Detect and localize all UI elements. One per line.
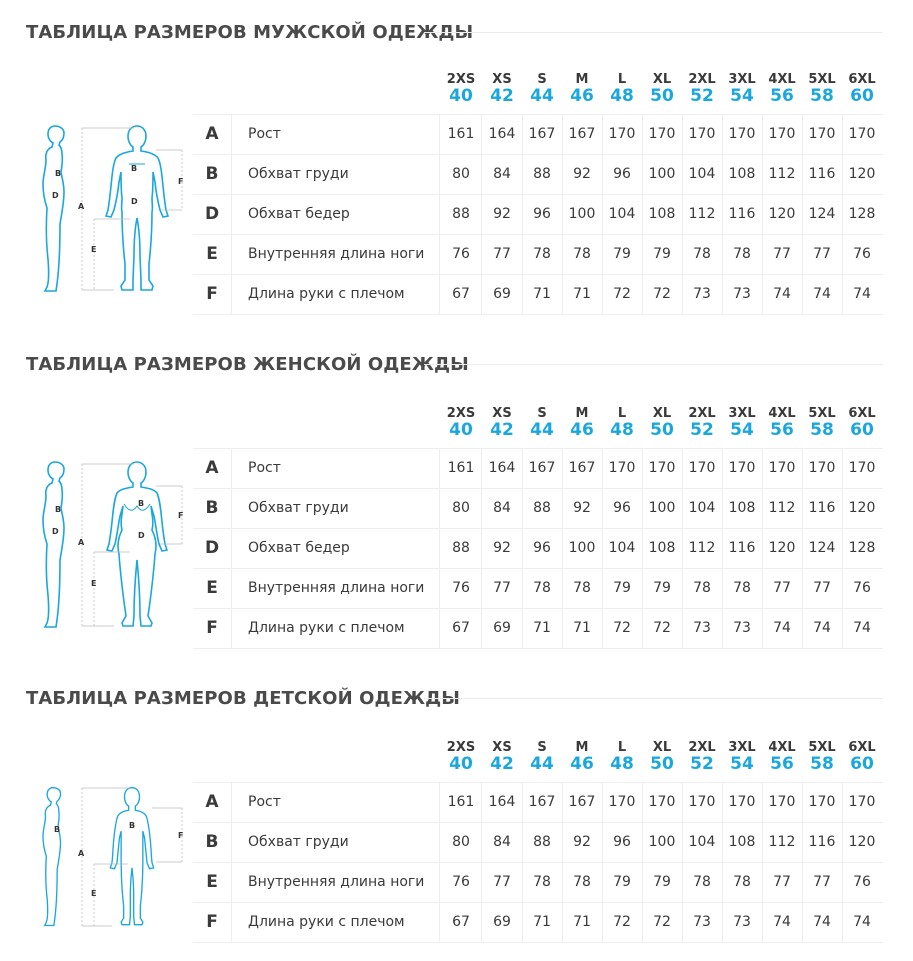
- section-title: ТАБЛИЦА РАЗМЕРОВ ЖЕНСКОЙ ОДЕЖДЫ: [26, 354, 469, 375]
- size-value-cell: 73: [722, 903, 763, 942]
- size-value-cell: 170: [802, 115, 843, 154]
- size-value-cell: 67: [441, 275, 482, 314]
- size-value-cell: 84: [482, 823, 523, 862]
- table-row: [193, 235, 883, 275]
- size-col-5xl: 5XL 58: [808, 72, 836, 106]
- size-value-cell: 78: [682, 569, 723, 608]
- size-value-cell: 88: [522, 489, 563, 528]
- size-value-cell: 78: [522, 863, 563, 902]
- size-col-xl: XL 50: [650, 406, 674, 440]
- size-value-cell: 108: [642, 529, 683, 568]
- size-value-cell: 78: [722, 235, 763, 274]
- size-col-2xs: 2XS 40: [446, 406, 476, 440]
- size-value-cell: 67: [441, 903, 482, 942]
- section-header: [26, 354, 883, 380]
- measurement-letter: F: [193, 609, 232, 648]
- label-b-side: B: [55, 505, 62, 514]
- size-value-cell: 78: [682, 863, 723, 902]
- size-value-cell: 73: [722, 609, 763, 648]
- label-a: A: [78, 849, 85, 858]
- table-row: [193, 155, 883, 195]
- table-row: [193, 863, 883, 903]
- label-f: F: [178, 177, 184, 186]
- size-value-cell: 170: [682, 115, 723, 154]
- size-value-cell: 167: [562, 783, 603, 822]
- size-value-cell: 170: [762, 783, 803, 822]
- table-row: [193, 529, 883, 569]
- size-value-cell: 164: [482, 115, 523, 154]
- side-body-figure: [43, 126, 64, 291]
- label-d-front: D: [131, 197, 138, 206]
- size-value-cell: 74: [853, 286, 871, 302]
- size-value-cell: 79: [642, 569, 683, 608]
- size-value-cell: 78: [562, 569, 603, 608]
- size-value-cell: 69: [482, 903, 523, 942]
- size-value-cell: 69: [482, 609, 523, 648]
- size-value-cell: 92: [562, 823, 603, 862]
- measurement-letter: A: [193, 115, 232, 154]
- size-header-row: [193, 406, 883, 448]
- size-col-4xl: 4XL 56: [768, 740, 796, 774]
- size-value-cell: 112: [762, 155, 803, 194]
- measurement-label: Длина руки с плечом: [232, 275, 440, 314]
- size-value-cell: 79: [602, 863, 643, 902]
- measurement-label: Обхват груди: [232, 823, 440, 862]
- table-row: [193, 823, 883, 863]
- label-a: A: [78, 202, 85, 211]
- label-d-side: D: [52, 527, 59, 536]
- size-value-cell: 170: [848, 460, 876, 476]
- size-value-cell: 73: [722, 275, 763, 314]
- size-value-cell: 78: [562, 863, 603, 902]
- front-body-figure: [110, 788, 153, 925]
- table-row: [193, 115, 883, 155]
- size-col-6xl: 6XL 60: [848, 740, 876, 774]
- table-row: [193, 569, 883, 609]
- size-col-4xl: 4XL 56: [768, 406, 796, 440]
- size-value-cell: 76: [853, 246, 871, 262]
- size-value-cell: 104: [682, 823, 723, 862]
- size-value-cell: 96: [602, 489, 643, 528]
- label-b-side: B: [54, 825, 61, 834]
- size-value-cell: 104: [682, 489, 723, 528]
- size-value-cell: 104: [602, 195, 643, 234]
- size-value-cell: 72: [602, 609, 643, 648]
- size-value-cell: 112: [762, 489, 803, 528]
- size-value-cell: 72: [602, 903, 643, 942]
- size-value-cell: 120: [848, 834, 876, 850]
- measurement-label: Внутренняя длина ноги: [232, 863, 440, 902]
- measurement-letter: D: [193, 195, 232, 234]
- size-value-cell: 170: [722, 783, 763, 822]
- size-value-cell: 104: [682, 155, 723, 194]
- size-value-cell: 80: [441, 489, 482, 528]
- size-value-cell: 120: [762, 529, 803, 568]
- size-value-cell: 167: [562, 115, 603, 154]
- size-value-cell: 170: [642, 449, 683, 488]
- size-value-cell: 96: [602, 155, 643, 194]
- table-body: [193, 114, 883, 315]
- size-value-cell: 100: [642, 489, 683, 528]
- size-value-cell: 164: [482, 449, 523, 488]
- size-value-cell: 170: [762, 115, 803, 154]
- size-value-cell: 116: [722, 195, 763, 234]
- size-value-cell: 170: [722, 449, 763, 488]
- section-title: ТАБЛИЦА РАЗМЕРОВ МУЖСКОЙ ОДЕЖДЫ: [26, 22, 474, 43]
- size-value-cell: 96: [522, 529, 563, 568]
- size-value-cell: 71: [522, 609, 563, 648]
- size-value-cell: 77: [482, 569, 523, 608]
- size-value-cell: 167: [522, 783, 563, 822]
- measurement-label: Рост: [232, 449, 440, 488]
- size-col-l: L 48: [610, 72, 634, 106]
- size-value-cell: 67: [441, 609, 482, 648]
- measurement-letter: E: [193, 863, 232, 902]
- size-value-cell: 92: [562, 155, 603, 194]
- section-divider: [424, 698, 883, 699]
- size-value-cell: 77: [482, 235, 523, 274]
- size-value-cell: 79: [602, 569, 643, 608]
- size-col-3xl: 3XL 54: [728, 406, 756, 440]
- size-value-cell: 77: [802, 235, 843, 274]
- size-value-cell: 71: [522, 275, 563, 314]
- size-value-cell: 167: [562, 449, 603, 488]
- size-value-cell: 71: [522, 903, 563, 942]
- measurement-label: Рост: [232, 115, 440, 154]
- size-value-cell: 72: [642, 609, 683, 648]
- table-row: [193, 783, 883, 823]
- size-col-xl: XL 50: [650, 72, 674, 106]
- size-value-cell: 128: [848, 206, 876, 222]
- size-value-cell: 73: [682, 275, 723, 314]
- size-value-cell: 77: [762, 569, 803, 608]
- size-value-cell: 88: [522, 155, 563, 194]
- size-value-cell: 71: [562, 609, 603, 648]
- size-value-cell: 100: [642, 155, 683, 194]
- size-col-2xl: 2XL 52: [688, 740, 716, 774]
- size-value-cell: 116: [802, 489, 843, 528]
- measurement-letter: F: [193, 275, 232, 314]
- size-value-cell: 78: [722, 863, 763, 902]
- size-value-cell: 108: [642, 195, 683, 234]
- size-value-cell: 170: [802, 449, 843, 488]
- size-value-cell: 161: [441, 783, 482, 822]
- size-value-cell: 74: [762, 609, 803, 648]
- size-value-cell: 96: [602, 823, 643, 862]
- size-value-cell: 100: [642, 823, 683, 862]
- label-b-front: B: [138, 499, 145, 508]
- size-value-cell: 170: [682, 783, 723, 822]
- size-value-cell: 124: [802, 195, 843, 234]
- measurement-label: Обхват груди: [232, 155, 440, 194]
- front-body-figure: [107, 462, 167, 626]
- measurement-letter: F: [193, 903, 232, 942]
- size-value-cell: 124: [802, 529, 843, 568]
- size-value-cell: 104: [602, 529, 643, 568]
- size-value-cell: 77: [762, 863, 803, 902]
- size-col-s: S 44: [530, 740, 554, 774]
- size-value-cell: 116: [802, 823, 843, 862]
- size-value-cell: 100: [562, 195, 603, 234]
- label-e: E: [91, 889, 97, 898]
- size-col-m: M 46: [570, 740, 594, 774]
- size-value-cell: 88: [441, 529, 482, 568]
- body-diagram-svg: [36, 786, 196, 931]
- table-row: [193, 903, 883, 943]
- size-value-cell: 73: [682, 903, 723, 942]
- front-body-figure: [106, 126, 168, 290]
- size-value-cell: 92: [482, 195, 523, 234]
- size-value-cell: 170: [762, 449, 803, 488]
- measurement-letter: B: [193, 489, 232, 528]
- measurement-label: Длина руки с плечом: [232, 609, 440, 648]
- label-a: A: [78, 538, 85, 547]
- label-e: E: [91, 579, 97, 588]
- size-value-cell: 72: [642, 275, 683, 314]
- size-value-cell: 80: [441, 155, 482, 194]
- size-value-cell: 71: [562, 903, 603, 942]
- table-body: [193, 448, 883, 649]
- size-value-cell: 76: [853, 580, 871, 596]
- size-value-cell: 77: [482, 863, 523, 902]
- measurement-label: Обхват бедер: [232, 529, 440, 568]
- size-value-cell: 128: [848, 540, 876, 556]
- section-header: [26, 22, 883, 48]
- size-col-6xl: 6XL 60: [848, 72, 876, 106]
- size-value-cell: 76: [441, 235, 482, 274]
- measurement-label: Внутренняя длина ноги: [232, 569, 440, 608]
- side-body-figure: [43, 788, 61, 926]
- size-value-cell: 76: [441, 863, 482, 902]
- size-col-5xl: 5XL 58: [808, 406, 836, 440]
- size-value-cell: 170: [848, 794, 876, 810]
- size-value-cell: 116: [802, 155, 843, 194]
- size-value-cell: 74: [853, 914, 871, 930]
- size-value-cell: 74: [802, 903, 843, 942]
- size-value-cell: 72: [642, 903, 683, 942]
- size-value-cell: 170: [602, 115, 643, 154]
- size-value-cell: 96: [522, 195, 563, 234]
- table-row: [193, 195, 883, 235]
- size-value-cell: 74: [762, 275, 803, 314]
- size-value-cell: 120: [848, 500, 876, 516]
- label-e: E: [91, 245, 97, 254]
- size-value-cell: 78: [522, 235, 563, 274]
- size-value-cell: 112: [682, 195, 723, 234]
- label-b-front: B: [129, 821, 136, 830]
- size-value-cell: 100: [562, 529, 603, 568]
- size-value-cell: 77: [802, 569, 843, 608]
- size-value-cell: 170: [722, 115, 763, 154]
- size-col-4xl: 4XL 56: [768, 72, 796, 106]
- size-value-cell: 92: [562, 489, 603, 528]
- section-divider: [424, 364, 883, 365]
- size-value-cell: 72: [602, 275, 643, 314]
- size-value-cell: 116: [722, 529, 763, 568]
- section-divider: [424, 32, 883, 33]
- size-value-cell: 71: [562, 275, 603, 314]
- size-header-row: [193, 740, 883, 782]
- size-value-cell: 78: [722, 569, 763, 608]
- size-value-cell: 88: [441, 195, 482, 234]
- size-col-2xl: 2XL 52: [688, 406, 716, 440]
- size-value-cell: 74: [762, 903, 803, 942]
- size-value-cell: 79: [642, 235, 683, 274]
- size-col-2xs: 2XS 40: [446, 740, 476, 774]
- size-value-cell: 170: [642, 115, 683, 154]
- size-value-cell: 79: [642, 863, 683, 902]
- size-value-cell: 170: [642, 783, 683, 822]
- measurement-letter: A: [193, 783, 232, 822]
- side-body-figure: [43, 462, 64, 627]
- size-value-cell: 170: [802, 783, 843, 822]
- size-value-cell: 76: [853, 874, 871, 890]
- label-f: F: [178, 511, 184, 520]
- size-col-2xl: 2XL 52: [688, 72, 716, 106]
- size-col-s: S 44: [530, 72, 554, 106]
- size-value-cell: 76: [441, 569, 482, 608]
- measurement-label: Обхват бедер: [232, 195, 440, 234]
- size-value-cell: 69: [482, 275, 523, 314]
- label-d-front: D: [138, 531, 145, 540]
- label-b-front: B: [131, 164, 138, 173]
- size-col-s: S 44: [530, 406, 554, 440]
- table-row: [193, 275, 883, 315]
- table-row: [193, 489, 883, 529]
- size-col-m: M 46: [570, 72, 594, 106]
- size-value-cell: 170: [602, 783, 643, 822]
- size-col-5xl: 5XL 58: [808, 740, 836, 774]
- label-b-side: B: [55, 169, 62, 178]
- label-d-side: D: [52, 191, 59, 200]
- size-value-cell: 92: [482, 529, 523, 568]
- size-value-cell: 79: [602, 235, 643, 274]
- size-value-cell: 84: [482, 489, 523, 528]
- measurement-letter: D: [193, 529, 232, 568]
- measurement-letter: B: [193, 823, 232, 862]
- size-value-cell: 73: [682, 609, 723, 648]
- children-body-diagram: [36, 786, 196, 931]
- measurement-letter: B: [193, 155, 232, 194]
- size-value-cell: 112: [762, 823, 803, 862]
- size-col-2xs: 2XS 40: [446, 72, 476, 106]
- measurement-label: Обхват груди: [232, 489, 440, 528]
- size-value-cell: 170: [848, 126, 876, 142]
- table-row: [193, 449, 883, 489]
- section-title: ТАБЛИЦА РАЗМЕРОВ ДЕТСКОЙ ОДЕЖДЫ: [26, 688, 461, 709]
- size-col-xs: XS 42: [490, 740, 514, 774]
- men-body-diagram: [36, 124, 196, 294]
- measurement-letter: E: [193, 569, 232, 608]
- size-value-cell: 74: [802, 275, 843, 314]
- size-value-cell: 112: [682, 529, 723, 568]
- size-value-cell: 120: [762, 195, 803, 234]
- size-value-cell: 108: [722, 823, 763, 862]
- size-value-cell: 77: [802, 863, 843, 902]
- size-value-cell: 74: [853, 620, 871, 636]
- body-diagram-svg: [36, 460, 196, 630]
- size-value-cell: 78: [562, 235, 603, 274]
- measurement-label: Длина руки с плечом: [232, 903, 440, 942]
- size-value-cell: 88: [522, 823, 563, 862]
- size-value-cell: 161: [441, 115, 482, 154]
- table-body: [193, 782, 883, 943]
- measurement-letter: E: [193, 235, 232, 274]
- size-value-cell: 78: [522, 569, 563, 608]
- size-value-cell: 74: [802, 609, 843, 648]
- size-col-3xl: 3XL 54: [728, 740, 756, 774]
- size-value-cell: 170: [602, 449, 643, 488]
- size-value-cell: 78: [682, 235, 723, 274]
- size-col-l: L 48: [610, 740, 634, 774]
- size-value-cell: 164: [482, 783, 523, 822]
- size-col-3xl: 3XL 54: [728, 72, 756, 106]
- size-value-cell: 161: [441, 449, 482, 488]
- section-header: [26, 688, 883, 714]
- measurement-label: Внутренняя длина ноги: [232, 235, 440, 274]
- size-value-cell: 108: [722, 155, 763, 194]
- measurement-letter: A: [193, 449, 232, 488]
- size-value-cell: 167: [522, 115, 563, 154]
- size-value-cell: 108: [722, 489, 763, 528]
- women-body-diagram: [36, 460, 196, 630]
- size-value-cell: 120: [848, 166, 876, 182]
- size-value-cell: 77: [762, 235, 803, 274]
- label-f: F: [178, 831, 184, 840]
- measurement-label: Рост: [232, 783, 440, 822]
- size-value-cell: 170: [682, 449, 723, 488]
- size-header-row: [193, 72, 883, 114]
- size-value-cell: 80: [441, 823, 482, 862]
- body-diagram-svg: [36, 124, 196, 294]
- size-col-6xl: 6XL 60: [848, 406, 876, 440]
- size-value-cell: 84: [482, 155, 523, 194]
- size-col-xs: XS 42: [490, 72, 514, 106]
- size-col-xl: XL 50: [650, 740, 674, 774]
- size-col-l: L 48: [610, 406, 634, 440]
- size-col-m: M 46: [570, 406, 594, 440]
- size-value-cell: 167: [522, 449, 563, 488]
- table-row: [193, 609, 883, 649]
- size-col-xs: XS 42: [490, 406, 514, 440]
